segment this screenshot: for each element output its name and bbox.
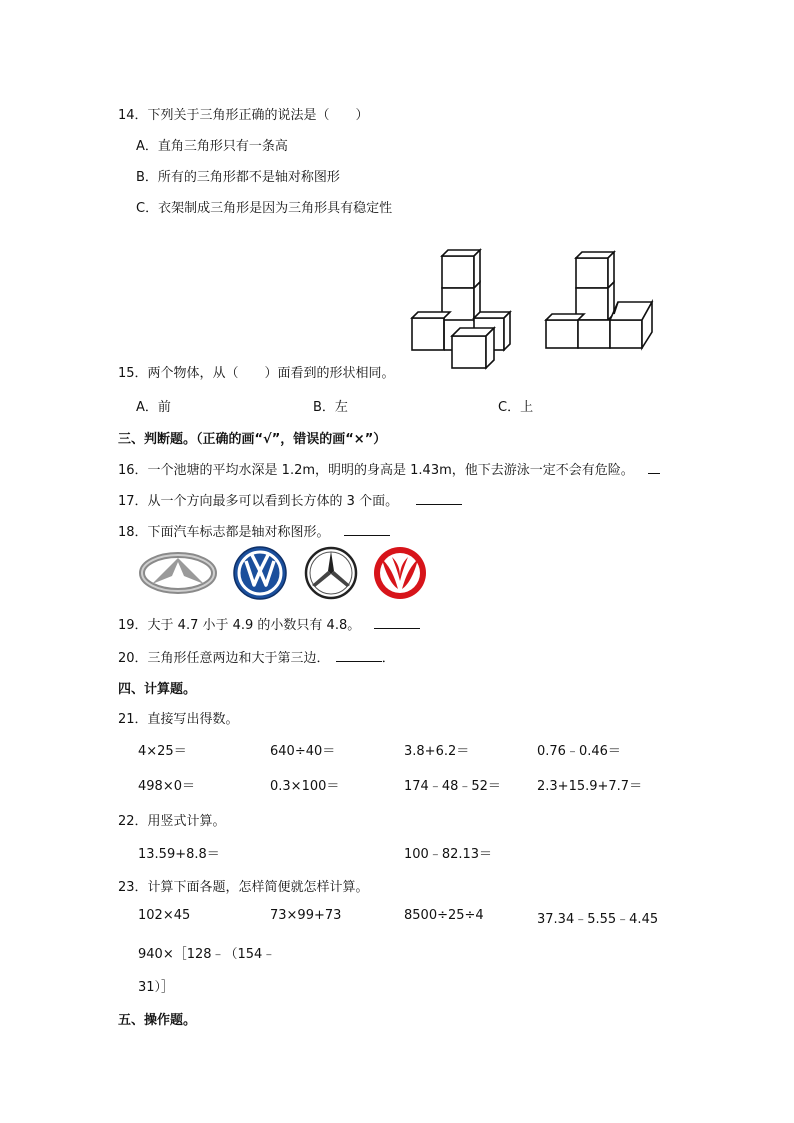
q23-item-line1: 940×［128﹣（154﹣ <box>138 947 276 962</box>
infiniti-logo <box>138 548 218 598</box>
q18-statement: 18．下面汽车标志都是轴对称图形。 <box>118 525 330 540</box>
q14-option-a[interactable]: A．直角三角形只有一条高 <box>136 139 288 154</box>
q14-option-c[interactable]: C．衣架制成三角形是因为三角形具有稳定性 <box>136 201 393 216</box>
q23-stem: 23．计算下面各题，怎样简便就怎样计算。 <box>118 880 369 895</box>
q15-option-c[interactable]: C．上 <box>498 400 534 415</box>
mercedes-logo <box>303 545 359 601</box>
section-3-title: 三、判断题。（正确的画“√”，错误的画“×”） <box>118 432 387 447</box>
q23-item: 102×45 <box>138 908 191 923</box>
q14-stem: 14．下列关于三角形正确的说法是（ ） <box>118 108 369 123</box>
q21-item: 2.3+15.9+7.7＝ <box>537 779 643 794</box>
q22-stem: 22．用竖式计算。 <box>118 814 226 829</box>
q20-text <box>118 647 395 666</box>
q21-item: 174﹣48﹣52＝ <box>404 779 501 794</box>
section-5-title: 五、操作题。 <box>118 1013 197 1028</box>
q21-item: 0.76﹣0.46＝ <box>537 744 621 759</box>
q16-statement: 16．一个池塘的平均水深是 1.2m，明明的身高是 1.43m，他下去游泳一定不会有危险。 <box>118 463 634 478</box>
q15-stem: 15．两个物体，从（ ）面看到的形状相同。 <box>118 366 395 381</box>
q15-option-a[interactable]: A．前 <box>136 400 171 415</box>
q21-item: 4×25＝ <box>138 744 187 759</box>
q14-option-b[interactable]: B．所有的三角形都不是轴对称图形 <box>136 170 340 185</box>
volkswagen-logo <box>232 545 288 601</box>
cube-figure-left <box>408 220 518 370</box>
q15-option-b[interactable]: B．左 <box>313 400 348 415</box>
q17-answer-blank[interactable] <box>416 493 462 505</box>
q22-item: 100﹣82.13＝ <box>404 847 493 862</box>
q20-statement: 20．三角形任意两边和大于第三边． <box>118 651 330 666</box>
q22-item: 13.59+8.8＝ <box>138 847 220 862</box>
q23-item: 37.34﹣5.55﹣4.45 <box>537 912 659 927</box>
q17-statement: 17．从一个方向最多可以看到长方体的 3 个面。 <box>118 494 399 509</box>
q18-answer-blank[interactable] <box>344 524 390 536</box>
q21-item: 0.3×100＝ <box>270 779 340 794</box>
q19-answer-blank[interactable] <box>374 617 420 629</box>
q23-item-line2: 31）］ <box>138 980 175 995</box>
q17-text <box>118 490 462 509</box>
dongfeng-logo <box>372 545 428 601</box>
q18-text <box>118 521 390 540</box>
q21-stem: 21．直接写出得数。 <box>118 712 239 727</box>
q21-item: 3.8+6.2＝ <box>404 744 470 759</box>
q19-text <box>118 614 420 633</box>
q20-suffix: ． <box>381 651 395 666</box>
q23-item: 8500÷25÷4 <box>404 908 484 923</box>
q16-text <box>118 459 660 478</box>
q21-item: 498×0＝ <box>138 779 195 794</box>
q23-item: 73×99+73 <box>270 908 342 923</box>
q21-item: 640÷40＝ <box>270 744 336 759</box>
cube-figure-right <box>542 222 662 352</box>
section-4-title: 四、计算题。 <box>118 682 197 697</box>
q20-answer-blank[interactable] <box>336 650 382 662</box>
q19-statement: 19．大于 4.7 小于 4.9 的小数只有 4.8。 <box>118 618 361 633</box>
q16-answer-blank[interactable] <box>648 462 660 474</box>
